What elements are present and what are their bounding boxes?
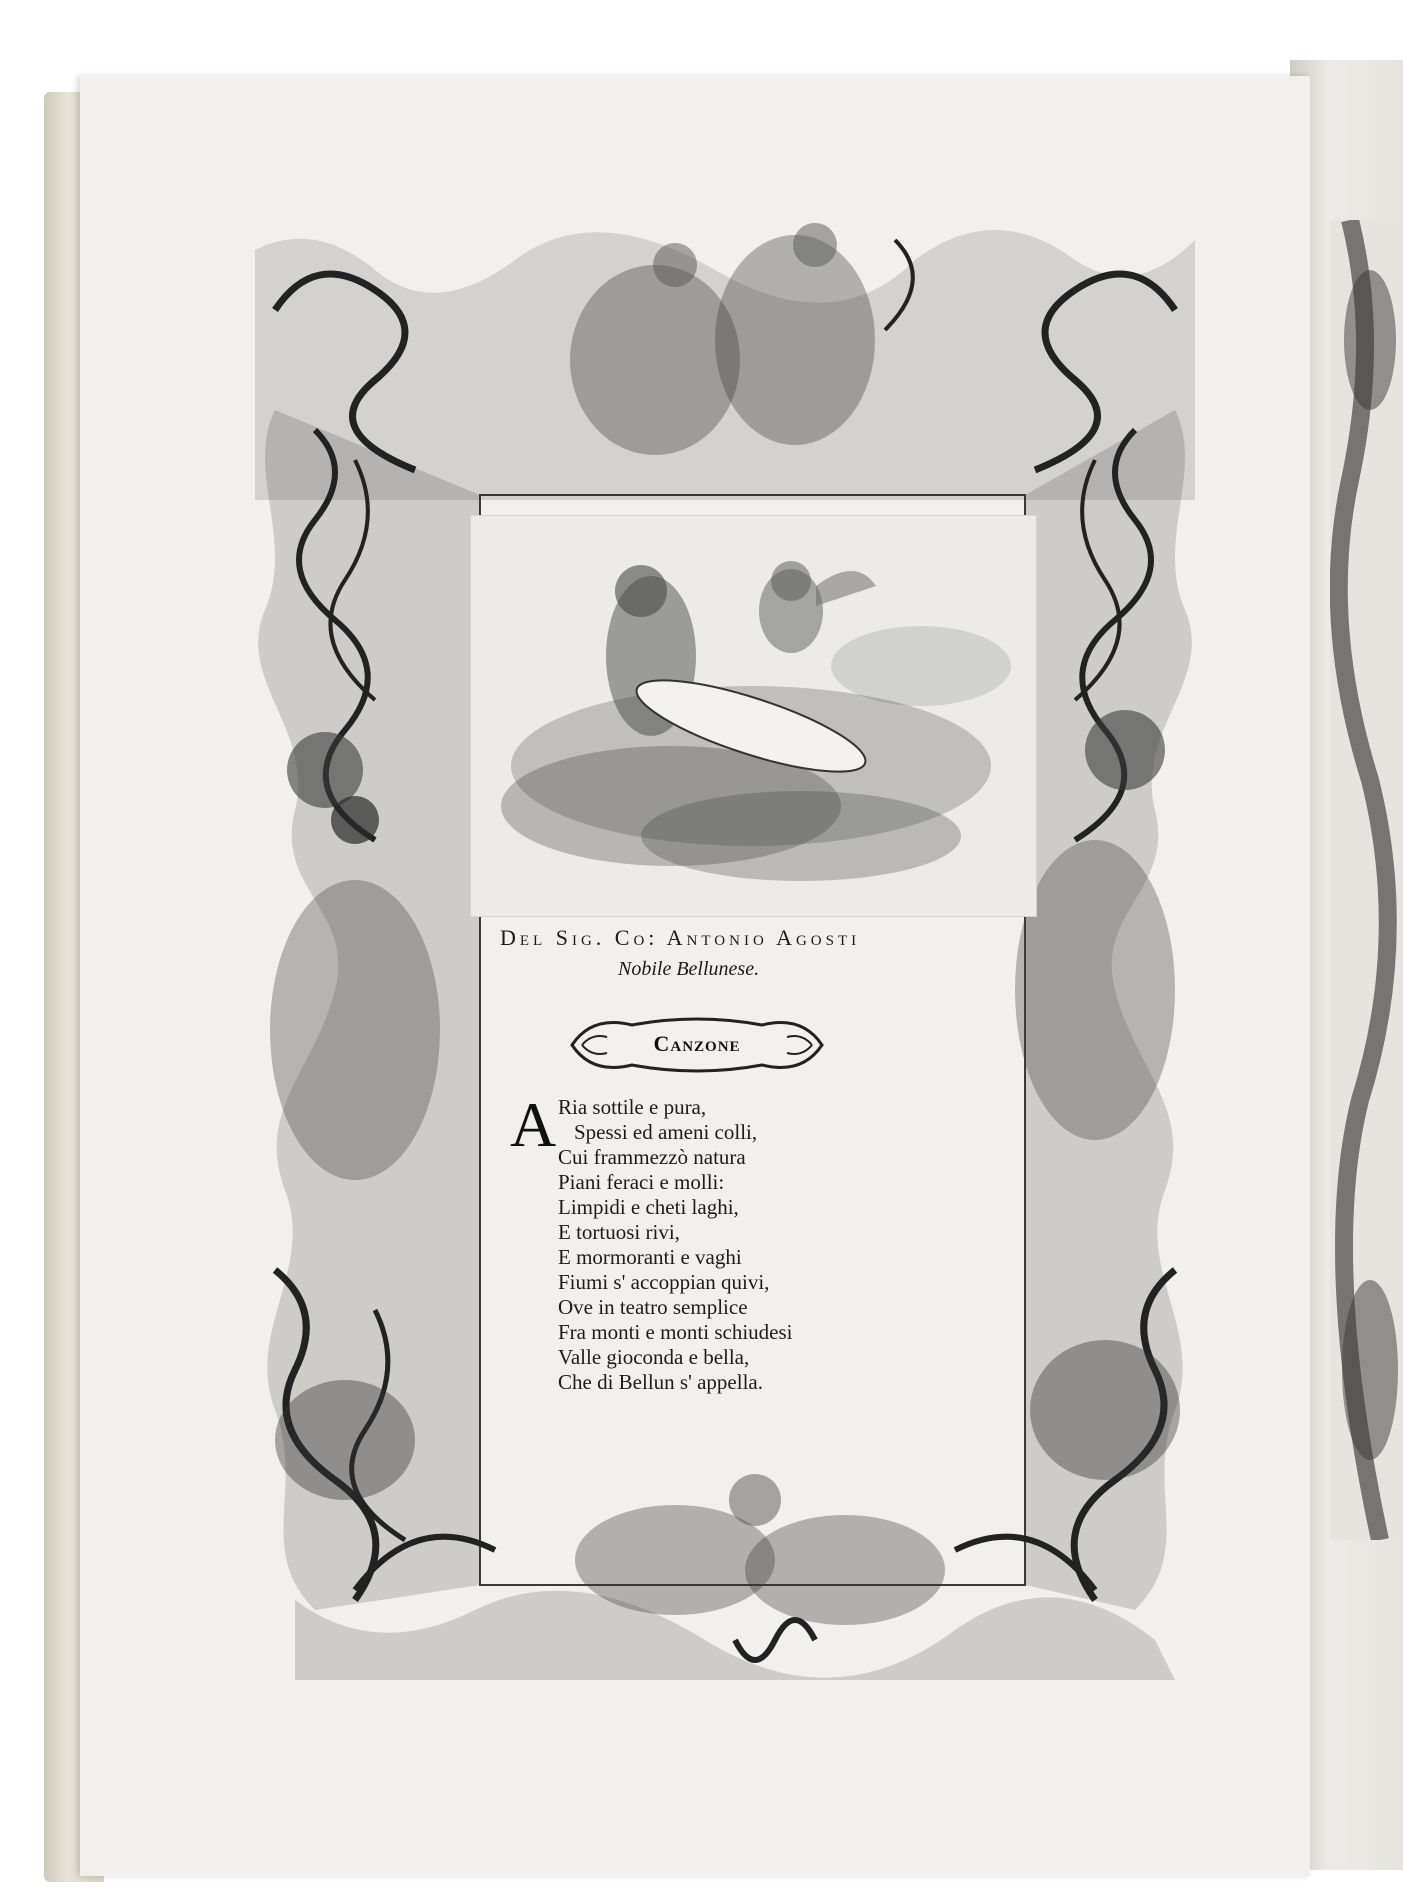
right-border <box>1015 410 1192 1610</box>
poem-line: Fra monti e monti schiudesi <box>558 1320 793 1344</box>
facing-page-engraving <box>1330 220 1403 1540</box>
poem-author-subtitle: Nobile Bellunese. <box>618 958 760 980</box>
poem-line: Limpidi e cheti laghi, <box>558 1195 739 1219</box>
poem-line: Ove in teatro semplice <box>558 1295 748 1319</box>
venus-cupid-engraving <box>470 515 1037 917</box>
drop-cap: A <box>510 1089 557 1160</box>
top-border <box>255 223 1195 500</box>
canzone-cartouche <box>562 1012 832 1078</box>
poem-line: Cui frammezzò natura <box>558 1145 746 1169</box>
cartouche-label: Canzone <box>653 1031 741 1056</box>
poem-line: Che di Bellun s' appella. <box>558 1370 763 1394</box>
poem-author-title: Del Sig. Co: Antonio Agosti <box>500 925 861 950</box>
poem-line: Fiumi s' accoppian quivi, <box>558 1270 770 1294</box>
poem-line: Spessi ed ameni colli, <box>574 1120 758 1144</box>
poem-line: Valle gioconda e bella, <box>558 1345 750 1369</box>
left-border <box>258 410 480 1610</box>
poem-line: E mormoranti e vaghi <box>558 1245 742 1269</box>
poem-line: E tortuosi rivi, <box>558 1220 680 1244</box>
poem-line: Piani feraci e molli: <box>558 1170 725 1194</box>
poem-line: Ria sottile e pura, <box>558 1095 707 1119</box>
